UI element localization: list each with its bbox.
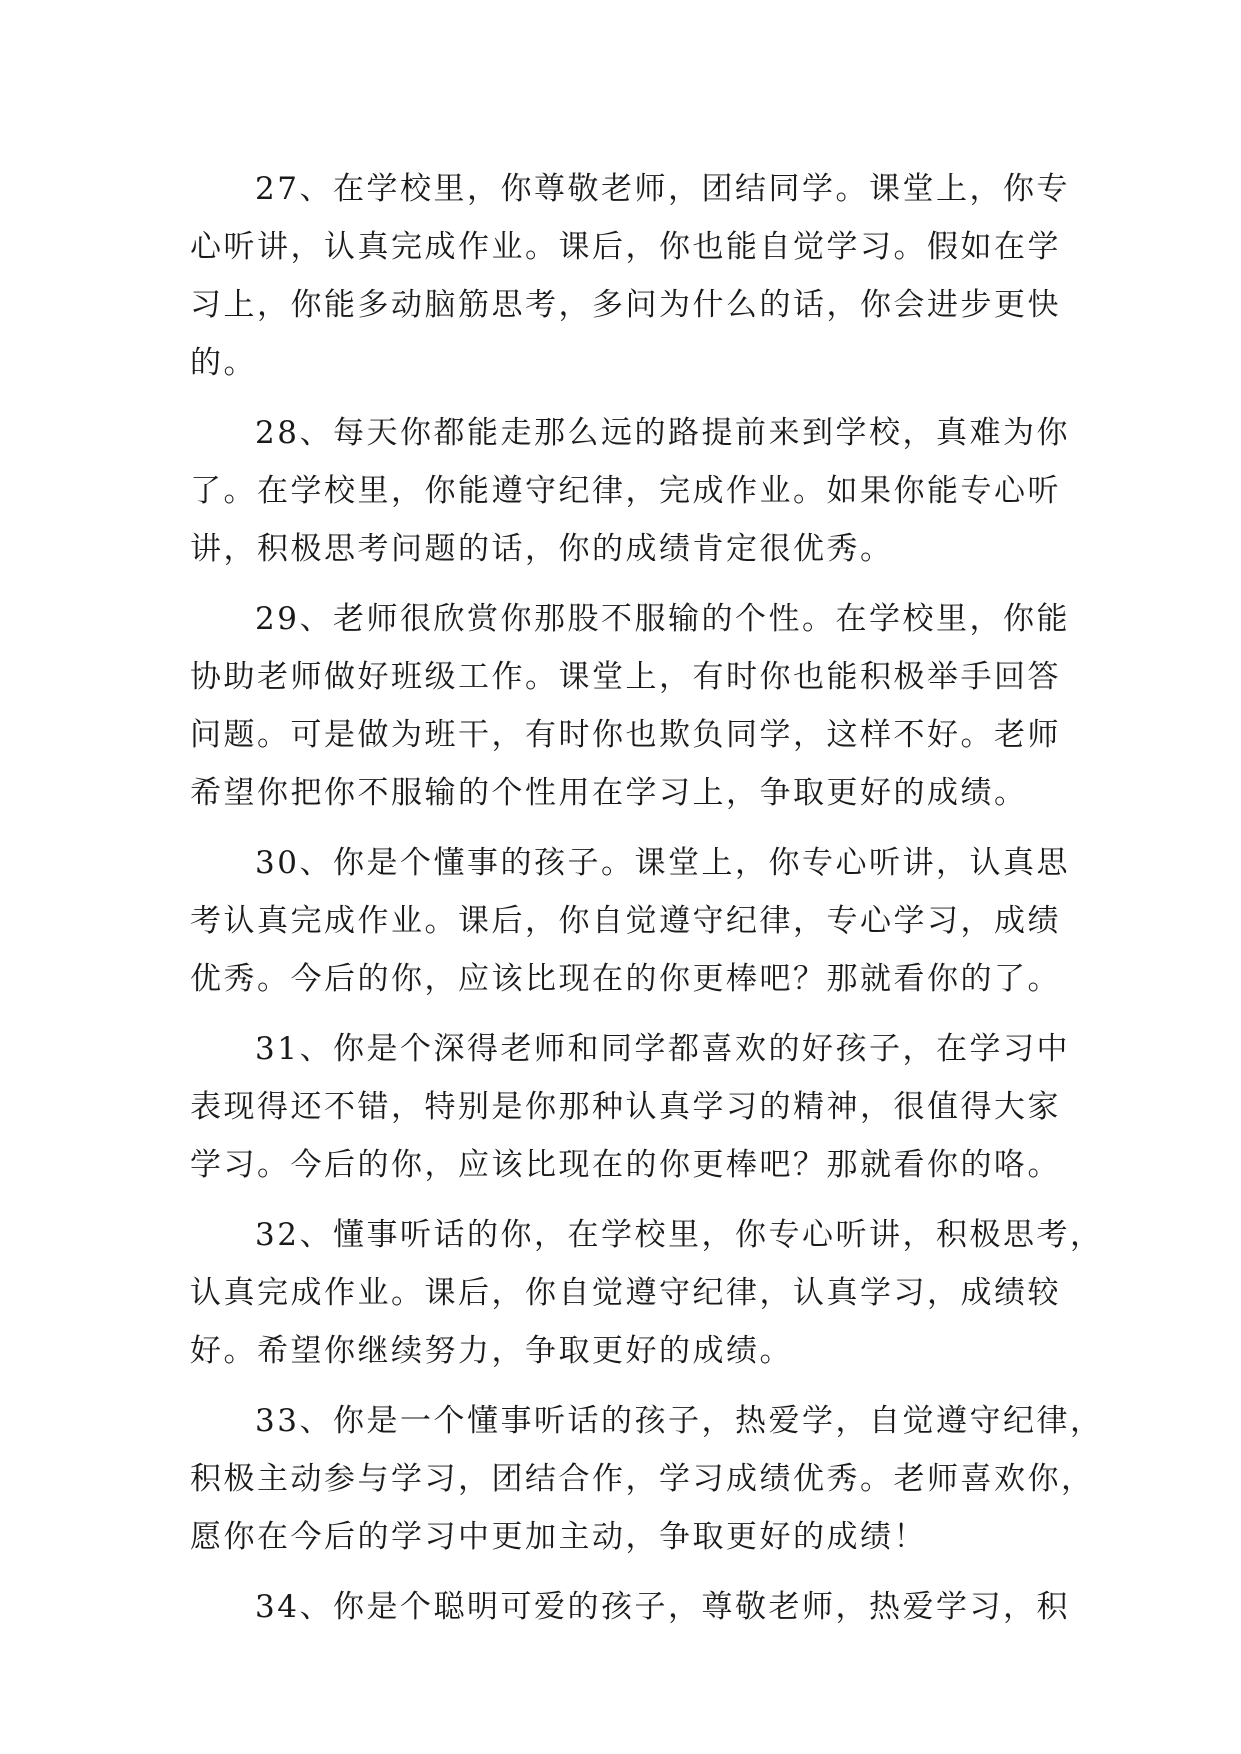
paragraph-line: 了。在学校里，你能遵守纪律，完成作业。如果你能专心听 xyxy=(190,473,1061,509)
paragraph-line: 30、你是个懂事的孩子。课堂上，你专心听讲，认真思 xyxy=(255,845,1070,881)
paragraph-line: 愿你在今后的学习中更加主动，争取更好的成绩！ xyxy=(190,1519,927,1555)
paragraph-spacer xyxy=(190,578,1060,590)
paragraph-line: 27、在学校里，你尊敬老师，团结同学。课堂上，你专 xyxy=(255,171,1070,207)
paragraph-line: 32、懂事听话的你，在学校里，你专心听讲，积极思考， xyxy=(255,1217,1104,1253)
paragraph-line: 心听讲，认真完成作业。课后，你也能自觉学习。假如在学 xyxy=(190,229,1061,265)
paragraph-28 xyxy=(190,404,1070,578)
paragraph-line: 31、你是个深得老师和同学都喜欢的好孩子，在学习中 xyxy=(255,1031,1070,1067)
paragraph-line: 考认真完成作业。课后，你自觉遵守纪律，专心学习，成绩 xyxy=(190,903,1061,939)
paragraph-line: 好。希望你继续努力，争取更好的成绩。 xyxy=(190,1333,793,1369)
paragraph-line: 29、老师很欣赏你那股不服输的个性。在学校里，你能 xyxy=(255,601,1070,637)
paragraph-30 xyxy=(190,834,1070,1008)
paragraph-32 xyxy=(190,1206,1104,1380)
paragraph-31 xyxy=(190,1020,1070,1194)
paragraph-27 xyxy=(190,160,1070,392)
paragraph-line: 优秀。今后的你，应该比现在的你更棒吧？那就看你的了。 xyxy=(190,961,1061,997)
paragraph-spacer xyxy=(190,1194,1060,1206)
paragraph-33 xyxy=(190,1392,1104,1566)
paragraph-spacer xyxy=(190,822,1060,834)
paragraph-line: 34、你是个聪明可爱的孩子，尊敬老师，热爱学习，积 xyxy=(255,1589,1070,1625)
paragraph-spacer xyxy=(190,1008,1060,1020)
document-body xyxy=(190,160,1104,1636)
paragraph-line: 协助老师做好班级工作。课堂上，有时你也能积极举手回答 xyxy=(190,659,1061,695)
paragraph-line: 33、你是一个懂事听话的孩子，热爱学，自觉遵守纪律， xyxy=(255,1403,1104,1439)
paragraph-line: 认真完成作业。课后，你自觉遵守纪律，认真学习，成绩较 xyxy=(190,1275,1061,1311)
paragraph-line: 的。 xyxy=(190,345,257,381)
paragraph-line: 积极主动参与学习，团结合作，学习成绩优秀。老师喜欢你， xyxy=(190,1461,1095,1497)
paragraph-line: 希望你把你不服输的个性用在学习上，争取更好的成绩。 xyxy=(190,775,1028,811)
paragraph-line: 讲，积极思考问题的话，你的成绩肯定很优秀。 xyxy=(190,531,894,567)
paragraph-29 xyxy=(190,590,1070,822)
paragraph-34 xyxy=(190,1578,1070,1636)
paragraph-line: 28、每天你都能走那么远的路提前来到学校，真难为你 xyxy=(255,415,1070,451)
paragraph-line: 问题。可是做为班干，有时你也欺负同学，这样不好。老师 xyxy=(190,717,1061,753)
paragraph-spacer xyxy=(190,392,1060,404)
paragraph-spacer xyxy=(190,1380,1060,1392)
paragraph-line: 习上，你能多动脑筋思考，多问为什么的话，你会进步更快 xyxy=(190,287,1061,323)
paragraph-line: 学习。今后的你，应该比现在的你更棒吧？那就看你的咯。 xyxy=(190,1147,1061,1183)
paragraph-line: 表现得还不错，特别是你那种认真学习的精神，很值得大家 xyxy=(190,1089,1061,1125)
paragraph-spacer xyxy=(190,1566,1060,1578)
